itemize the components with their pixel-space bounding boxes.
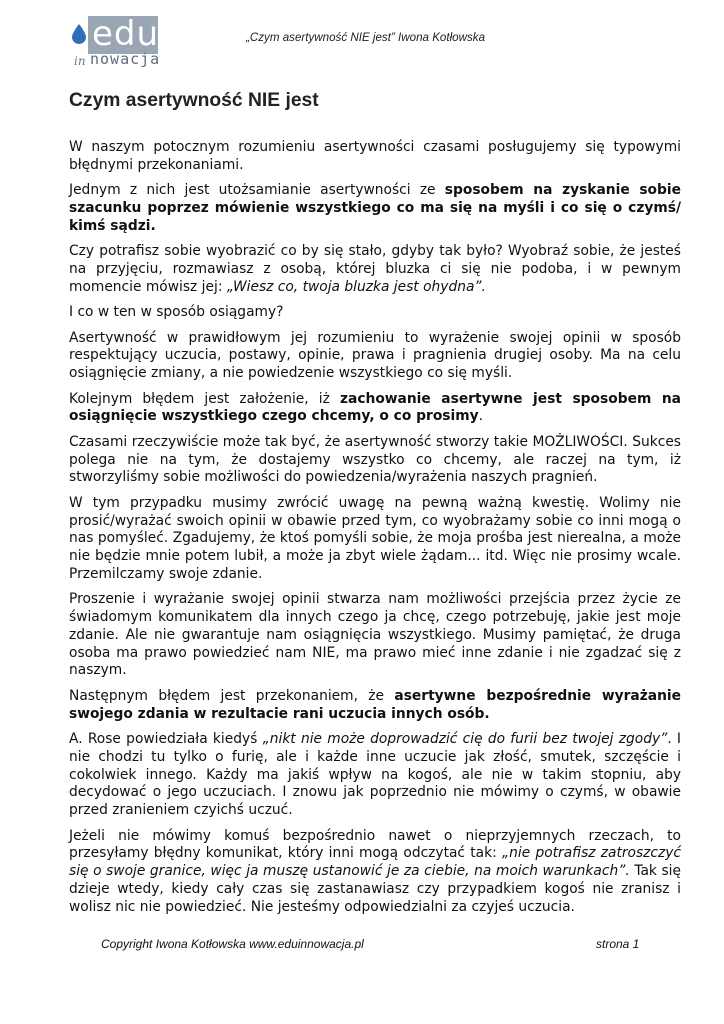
italic-text: „nikt nie może doprowadzić cię do furii bez twojej zgody”	[262, 731, 668, 748]
document-body	[69, 139, 681, 924]
text-segment: Kolejnym błędem jest założenie, iż	[69, 390, 340, 407]
paragraph	[69, 304, 681, 322]
text-segment: I co w ten w sposób osiągamy?	[69, 304, 284, 321]
logo-main-text: edu	[92, 14, 160, 54]
italic-text: „nie potrafisz zatroszczyć się o swoje granice, więc ja muszę ustanowić je za ciebie, na moich warunkach”.	[69, 845, 681, 880]
logo	[72, 14, 161, 68]
running-header: „Czym asertywność NIE jest” Iwona Kotłowska	[246, 31, 486, 44]
paragraph	[69, 688, 681, 724]
footer-page-number: strona 1	[596, 937, 640, 951]
bold-text: asertywne bezpośrednie wyrażanie swojego zdania w rezultacie rani uczucia innych osób.	[69, 687, 681, 722]
text-segment: Asertywność w prawidłowym jej rozumieniu to wyrażenie swojej opinii w sposób respektujący uczucia, postawy, opinie, prawa i pragnienia drugiej osoby. Ma na celu osiągnięcie zmiany, a nie powiedzenie wszystkiego co się myśli.	[69, 329, 681, 382]
paragraph	[69, 434, 681, 487]
paragraph	[69, 391, 681, 427]
text-segment: Proszenie i wyrażanie swojej opinii stwarza nam możliwości przejścia przez życie ze świadomym komunikatem dla innych czego ja chcę, czego potrzebuję, jakie jest moje zdanie. Ale nie gwarantuje nam osiągnięcia wszystkiego. Musimy pamiętać, że druga osoba ma prawo powiedzieć nam NIE, ma prawo mieć inne zdanie i nie zgadzać się z naszym.	[69, 591, 681, 679]
logo-suffix-text: nowacja	[90, 50, 161, 68]
text-segment: Tak się dzieje wtedy, kiedy cały czas się zastanawiasz czy przypadkiem kogoś nie zranisz i wolisz nic nie powiedzieć. Nie jesteśmy odpowiedzialni za czyjeś uczucia.	[69, 863, 681, 915]
paragraph	[69, 731, 681, 820]
logo-prefix-text: in	[74, 54, 86, 68]
bold-text: zachowanie asertywne jest sposobem na osiągnięcie wszystkiego czego chcemy, o co prosimy	[69, 390, 681, 425]
text-segment: A. Rose powiedziała kiedyś	[69, 731, 263, 748]
paragraph	[69, 330, 681, 383]
paragraph	[69, 243, 681, 296]
text-segment: Czasami rzeczywiście może tak być, że asertywność stworzy takie MOŻLIWOŚCI. Sukces polega nie na tym, że dostajemy wszystko co chcemy, ale raczej na tym, iż stworzyliśmy sobie możliwości do powiedzenia/wyrażenia naszych pragnień.	[69, 433, 681, 486]
text-segment: Czy potrafisz sobie wyobrazić co by się stało, gdyby tak było? Wyobraź sobie, że jesteś na przyjęciu, rozmawiasz z osobą, której bluzka ci się nie podoba, i w pewnym momencie mówisz jej:	[69, 243, 681, 295]
text-segment: W tym przypadku musimy zwrócić uwagę na pewną ważną kwestię. Wolimy nie prosić/wyrażać swoich opinii w obawie przed tym, co wyobrażamy sobie co inni mogą o nas pomyśleć. Zgadujemy, że ktoś pomyśli sobie, że moja prośba jest nierealna, a może nie będzie mnie potem lubił, a może ja zbyt wiele żądam... itd. Więc nie prosimy wcale. Przemilczamy swoje zdanie.	[69, 494, 681, 582]
text-segment: . I nie chodzi tu tylko o furię, ale i każde inne uczucie jak złość, smutek, szczęście i cokolwiek innego. Każdy ma jakiś wpływ na kogoś, ale nie w takim stopniu, aby decydować o jego uczuciach. I znowu jak poprzednio nie mówimy o czymś, w obawie przed zranieniem czyichś uczuć.	[69, 731, 681, 819]
paragraph	[69, 139, 681, 175]
italic-text: „Wiesz co, twoja bluzka jest ohydna”.	[226, 278, 486, 295]
water-drop-icon	[72, 24, 86, 44]
text-segment: .	[478, 408, 483, 425]
text-segment: Jeżeli nie mówimy komuś bezpośrednio nawet o nieprzyjemnych rzeczach, to przesyłamy błędny komunikat, który inni mogą odczytać tak:	[69, 827, 681, 862]
text-segment: W naszym potocznym rozumieniu asertywności czasami posługujemy się typowymi błędnymi przekonaniami.	[69, 139, 681, 173]
page-title: Czym asertywność NIE jest	[69, 90, 319, 111]
paragraph	[69, 591, 681, 680]
bold-text: sposobem na zyskanie sobie szacunku poprzez mówienie wszystkiego co ma się na myśli i co się o czymś/ kimś sądzi.	[69, 182, 681, 234]
paragraph	[69, 182, 681, 235]
paragraph	[69, 828, 681, 917]
footer-copyright: Copyright Iwona Kotłowska www.eduinnowacja.pl	[101, 937, 364, 951]
text-segment: Jednym z nich jest utożsamianie asertywności ze	[69, 182, 445, 199]
text-segment: Następnym błędem jest przekonaniem, że	[69, 687, 395, 704]
paragraph	[69, 495, 681, 584]
